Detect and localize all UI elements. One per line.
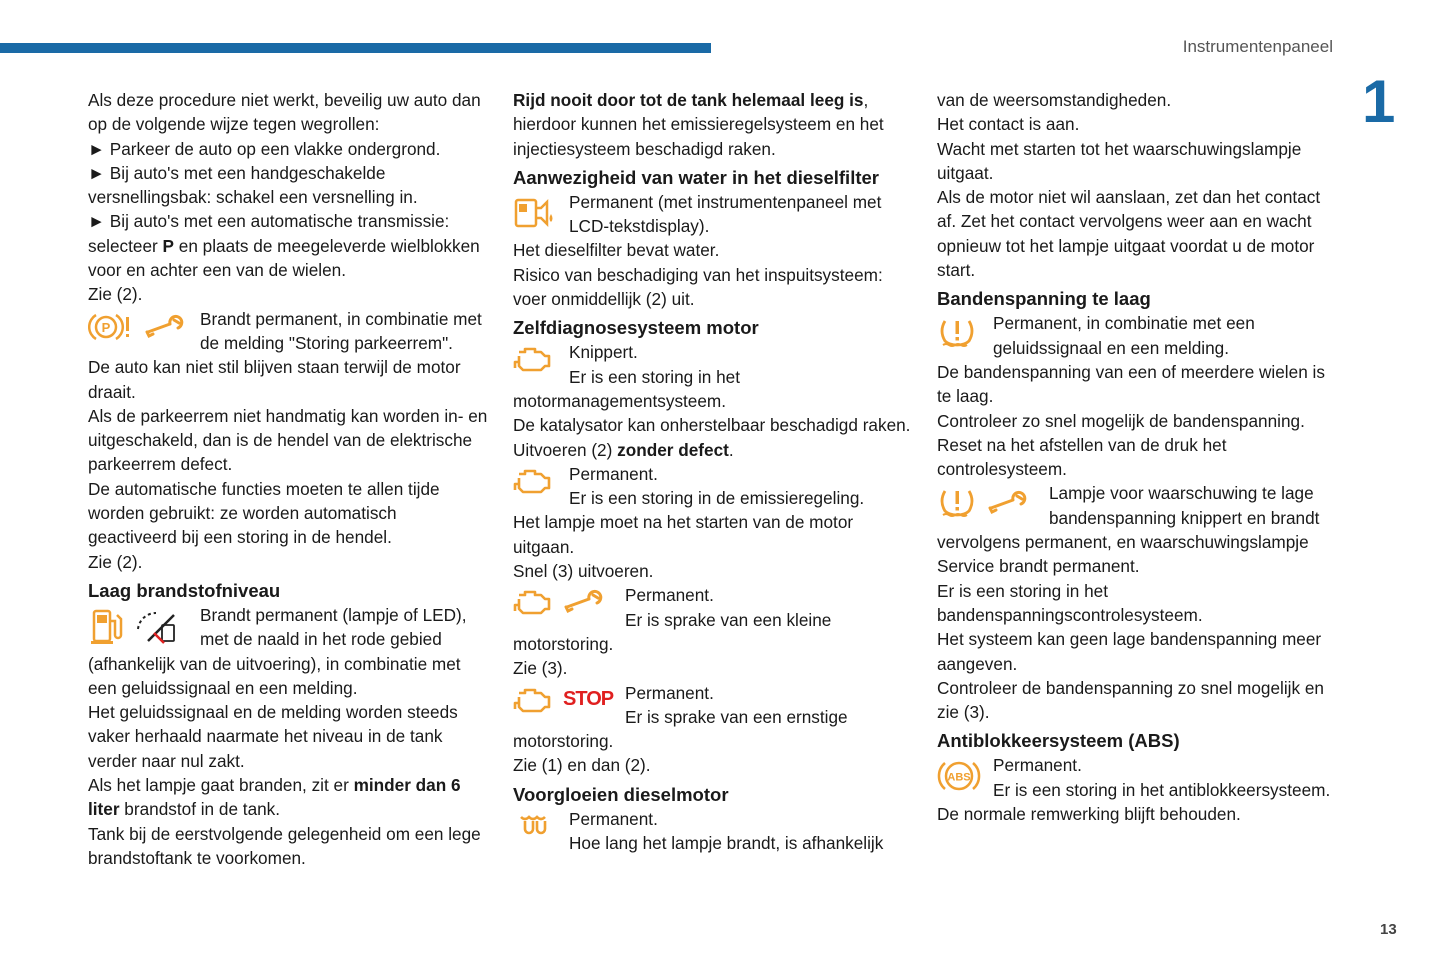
paragraph: Het lampje moet na het starten van de motor uitgaan. xyxy=(513,512,854,557)
icon-block xyxy=(513,340,913,413)
paragraph: Rijd nooit door tot de tank helemaal leeg is, hierdoor kunnen het emissieregelsysteem en het injectiesysteem beschadigd raken. xyxy=(513,90,884,159)
column-3 xyxy=(937,88,1337,826)
icon-description: Brandt permanent (lampje of LED), met de naald in het rode gebied (afhankelijk van de uitvoering), in combinatie met een geluidssignaal en een melding. xyxy=(88,604,467,698)
glow-plug-icon xyxy=(513,811,553,841)
icon-block xyxy=(513,190,913,239)
paragraph: Als het lampje gaat branden, zit er minder dan 6 liter brandstof in de tank. xyxy=(88,775,461,820)
icon-description: Permanent, in combinatie met een geluidssignaal en een melding. xyxy=(993,313,1255,358)
section-heading: Zelfdiagnosesysteem motor xyxy=(513,317,759,339)
icon-description: Hoe lang het lampje brandt, is afhankelijk xyxy=(569,833,884,854)
tyre-pressure-icon xyxy=(937,315,977,351)
paragraph: Zie (2). xyxy=(88,551,143,572)
section-heading: Bandenspanning te laag xyxy=(937,288,1151,310)
icon-block xyxy=(513,583,913,656)
icon-description: Er is sprake van een ernstige motorstoring. xyxy=(513,706,848,752)
icon-block xyxy=(937,753,1337,802)
section-heading: Antiblokkeersysteem (ABS) xyxy=(937,730,1180,752)
paragraph: De bandenspanning van een of meerdere wielen is te laag. xyxy=(937,361,1325,407)
paragraph: De automatische functies moeten te allen tijde worden gebruikt: ze worden automatisch geactiveerd bij een storing in de hendel. xyxy=(88,478,440,548)
paragraph: Zie (1) en dan (2). xyxy=(513,755,651,776)
engine-check-icon xyxy=(513,344,553,374)
service-wrench-icon xyxy=(144,314,188,340)
icon-block xyxy=(88,307,488,356)
icon-description: Brandt permanent, in combinatie met de melding "Storing parkeerrem". xyxy=(200,308,482,353)
section-heading: Voorgloeien dieselmotor xyxy=(513,783,729,805)
column-1 xyxy=(88,88,488,870)
icon-description: Er is een storing in het motormanagementsysteem. xyxy=(513,366,741,411)
engine-check-icon xyxy=(513,685,553,715)
icon-description: Permanent. xyxy=(625,585,714,606)
paragraph: Zie (3). xyxy=(513,658,568,679)
paragraph: Reset na het afstellen van de druk het controlesysteem. xyxy=(937,434,1227,480)
paragraph: De katalysator kan onherstelbaar beschadigd raken. xyxy=(513,415,911,436)
icon-description: Permanent. xyxy=(625,682,714,703)
paragraph: Het systeem kan geen lage bandenspanning meer aangeven. xyxy=(937,629,1322,674)
header-accent-bar xyxy=(0,43,711,53)
icon-description: Er is een storing in het antiblokkeersysteem. xyxy=(993,779,1331,800)
tyre-pressure-icon xyxy=(937,485,977,521)
bullet-item: ► Bij auto's met een automatische transmissie: selecteer P en plaats de meegeleverde wielblokken voor en achter een van de wielen. xyxy=(88,211,480,281)
section-title: Instrumentenpaneel xyxy=(1182,37,1333,56)
paragraph: Het dieselfilter bevat water. xyxy=(513,240,720,261)
water-in-diesel-icon xyxy=(513,194,557,232)
fuel-gauge-needle-icon xyxy=(134,607,182,647)
fuel-pump-icon xyxy=(88,607,124,647)
bullet-item: ► Parkeer de auto op een vlakke ondergrond. xyxy=(88,138,441,159)
paragraph: Snel (3) uitvoeren. xyxy=(513,561,654,582)
icon-description: Permanent. xyxy=(993,755,1082,776)
icon-block xyxy=(937,311,1337,360)
icon-description: Er is sprake van een kleine motorstoring. xyxy=(513,609,832,654)
svg-text:P: P xyxy=(101,319,111,335)
paragraph: De normale remwerking blijft behouden. xyxy=(937,804,1241,825)
icon-block xyxy=(937,481,1337,578)
paragraph: Er is een storing in het bandenspanningscontrolesysteem. xyxy=(937,580,1203,625)
paragraph: Zie (2). xyxy=(88,284,143,305)
paragraph: van de weersomstandigheden. xyxy=(937,90,1172,110)
icon-block xyxy=(88,603,488,700)
icon-description: Permanent. xyxy=(569,808,658,829)
paragraph: Als deze procedure niet werkt, beveilig uw auto dan op de volgende wijze tegen wegrollen: xyxy=(88,90,481,135)
paragraph: Als de parkeerrem niet handmatig kan worden in- en uitgeschakeld, dan is de hendel van de elektrische parkeerrem defect. xyxy=(88,405,488,475)
icon-block xyxy=(513,807,913,856)
section-heading: Laag brandstofniveau xyxy=(88,579,281,601)
parking-brake-fault-icon xyxy=(88,311,134,343)
paragraph: De auto kan niet stil blijven staan terwijl de motor draait. xyxy=(88,357,461,402)
icon-description: Permanent (met instrumentenpaneel met LCD-tekstdisplay). xyxy=(569,191,882,237)
icon-description: Knippert. xyxy=(569,342,638,363)
icon-block xyxy=(513,462,913,511)
abs-icon-label: ABS xyxy=(947,771,971,784)
icon-description: Permanent. xyxy=(569,463,658,484)
engine-check-icon xyxy=(513,587,553,617)
paragraph: Controleer zo snel mogelijk de bandenspanning. xyxy=(937,410,1305,431)
service-wrench-icon xyxy=(563,589,607,615)
stop-icon: STOP xyxy=(563,688,614,711)
icon-description: Er is een storing in de emissieregeling. xyxy=(569,488,865,509)
paragraph: Controleer de bandenspanning zo snel mogelijk en zie (3). xyxy=(937,677,1324,723)
icon-block xyxy=(513,681,913,754)
paragraph: Wacht met starten tot het waarschuwingslampje uitgaat. xyxy=(937,138,1302,183)
paragraph: Het geluidssignaal en de melding worden steeds vaker herhaald naarmate het niveau in de tank verder naar nul zakt. xyxy=(88,702,458,771)
bullet-item: ► Bij auto's met een handgeschakelde versnellingsbak: schakel een versnelling in. xyxy=(88,162,418,208)
paragraph: Het contact is aan. xyxy=(937,114,1080,135)
service-wrench-icon xyxy=(987,490,1031,516)
chapter-number: 1 xyxy=(1362,68,1396,135)
section-heading: Aanwezigheid van water in het dieselfilter xyxy=(513,166,879,188)
icon-description: Lampje voor waarschuwing te lage bandenspanning knippert en brandt vervolgens permanent, en waarschuwingslampje Service brandt permanent. xyxy=(937,483,1320,577)
paragraph: Risico van beschadiging van het inspuitsysteem: voer onmiddellijk (2) uit. xyxy=(513,264,883,310)
page-number: 13 xyxy=(1380,921,1397,938)
engine-check-icon xyxy=(513,466,553,496)
abs-icon xyxy=(937,757,981,795)
paragraph: Tank bij de eerstvolgende gelegenheid om een lege brandstoftank te voorkomen. xyxy=(88,823,481,868)
paragraph: Als de motor niet wil aanslaan, zet dan het contact af. Zet het contact vervolgens weer aan en wacht opnieuw tot het lampje uitgaat voordat u de motor start. xyxy=(937,187,1321,281)
paragraph: Uitvoeren (2) zonder defect. xyxy=(513,439,734,460)
column-2 xyxy=(513,88,913,855)
